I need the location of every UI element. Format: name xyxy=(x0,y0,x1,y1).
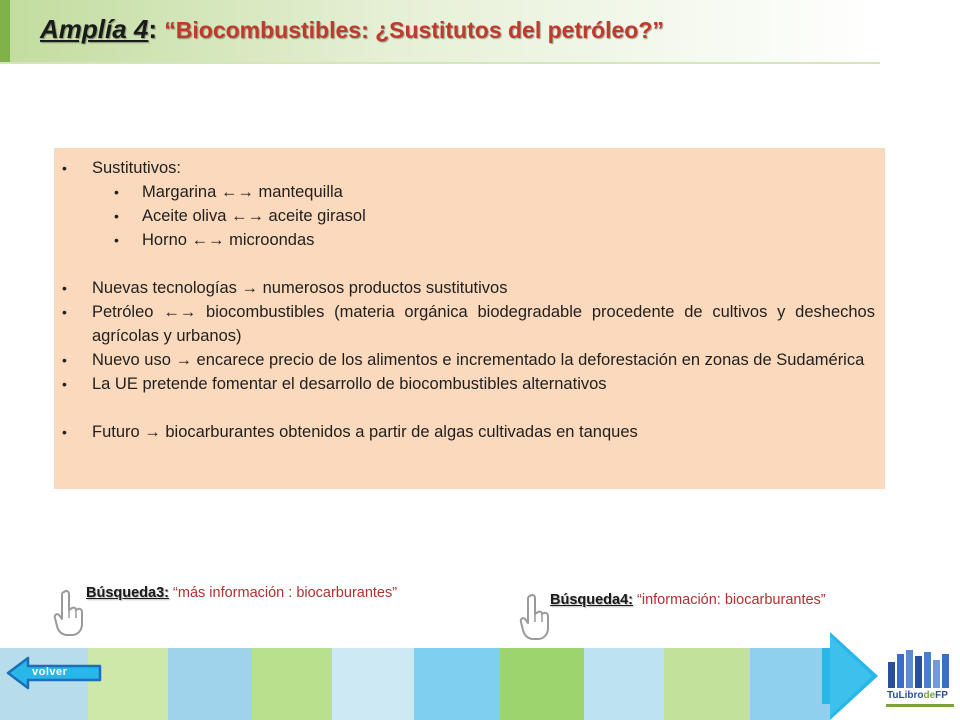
bar-segment xyxy=(664,648,750,720)
search4-query: “información: biocarburantes” xyxy=(637,592,826,608)
title-separator: : xyxy=(148,14,165,44)
bar-segment xyxy=(584,648,664,720)
search4-link[interactable] xyxy=(550,592,826,608)
bullet-list xyxy=(54,156,875,444)
bar-segment xyxy=(750,648,830,720)
title-lead: Amplía 4 xyxy=(40,14,149,44)
title-subtitle: “Biocombustibles: ¿Sustitutos del petróleo?” xyxy=(164,17,664,43)
search4-label: Búsqueda4: xyxy=(550,592,633,608)
bar-segment xyxy=(252,648,332,720)
bar-segment xyxy=(332,648,414,720)
bullet-sustitutivos: • Sustitutivos: xyxy=(54,156,875,180)
bullet-nuevas-tecnologias: • Nuevas tecnologías → numerosos productos sustitutivos xyxy=(54,276,875,300)
header-accent-bar xyxy=(0,0,10,64)
tulibrodefp-logo xyxy=(884,648,956,716)
bullet-petroleo: • Petróleo ←→ biocombustibles (materia orgánica biodegradable procedente de cultivos y deshechos agrícolas y urbanos) xyxy=(54,300,875,348)
logo-text-part2: de xyxy=(923,690,936,701)
bar-segment xyxy=(168,648,252,720)
bullet-futuro: • Futuro → biocarburantes obtenidos a partir de algas cultivadas en tanques xyxy=(54,420,875,444)
bullet-nuevo-uso: • Nuevo uso → encarece precio de los alimentos e incrementado la deforestación en zonas de Sudamérica xyxy=(54,348,875,372)
bullet-ue: • La UE pretende fomentar el desarrollo de biocombustibles alternativos xyxy=(54,372,875,396)
content-panel xyxy=(54,148,885,489)
list-spacer xyxy=(54,396,875,420)
list-spacer xyxy=(54,252,875,276)
bottom-decor-bar xyxy=(0,632,960,720)
sub-bullet-margarina: • Margarina ←→ mantequilla xyxy=(54,180,875,204)
search3-label: Búsqueda3: xyxy=(86,585,169,601)
search3-query: “más información : biocarburantes” xyxy=(173,585,398,601)
logo-text xyxy=(887,690,948,701)
arrow-right-icon xyxy=(822,632,882,720)
page-title xyxy=(40,14,664,45)
logo-text-part1: TuLibro xyxy=(887,690,924,701)
logo-text-part3: FP xyxy=(935,690,948,701)
header-underline xyxy=(0,62,880,64)
bar-segment xyxy=(414,648,500,720)
sub-bullet-horno: • Horno ←→ microondas xyxy=(54,228,875,252)
search3-link[interactable] xyxy=(86,585,397,601)
pointing-hand-icon[interactable] xyxy=(52,588,86,638)
sub-bullet-aceite: • Aceite oliva ←→ aceite girasol xyxy=(54,204,875,228)
volver-button[interactable]: volver xyxy=(32,666,68,678)
bar-segment xyxy=(500,648,584,720)
